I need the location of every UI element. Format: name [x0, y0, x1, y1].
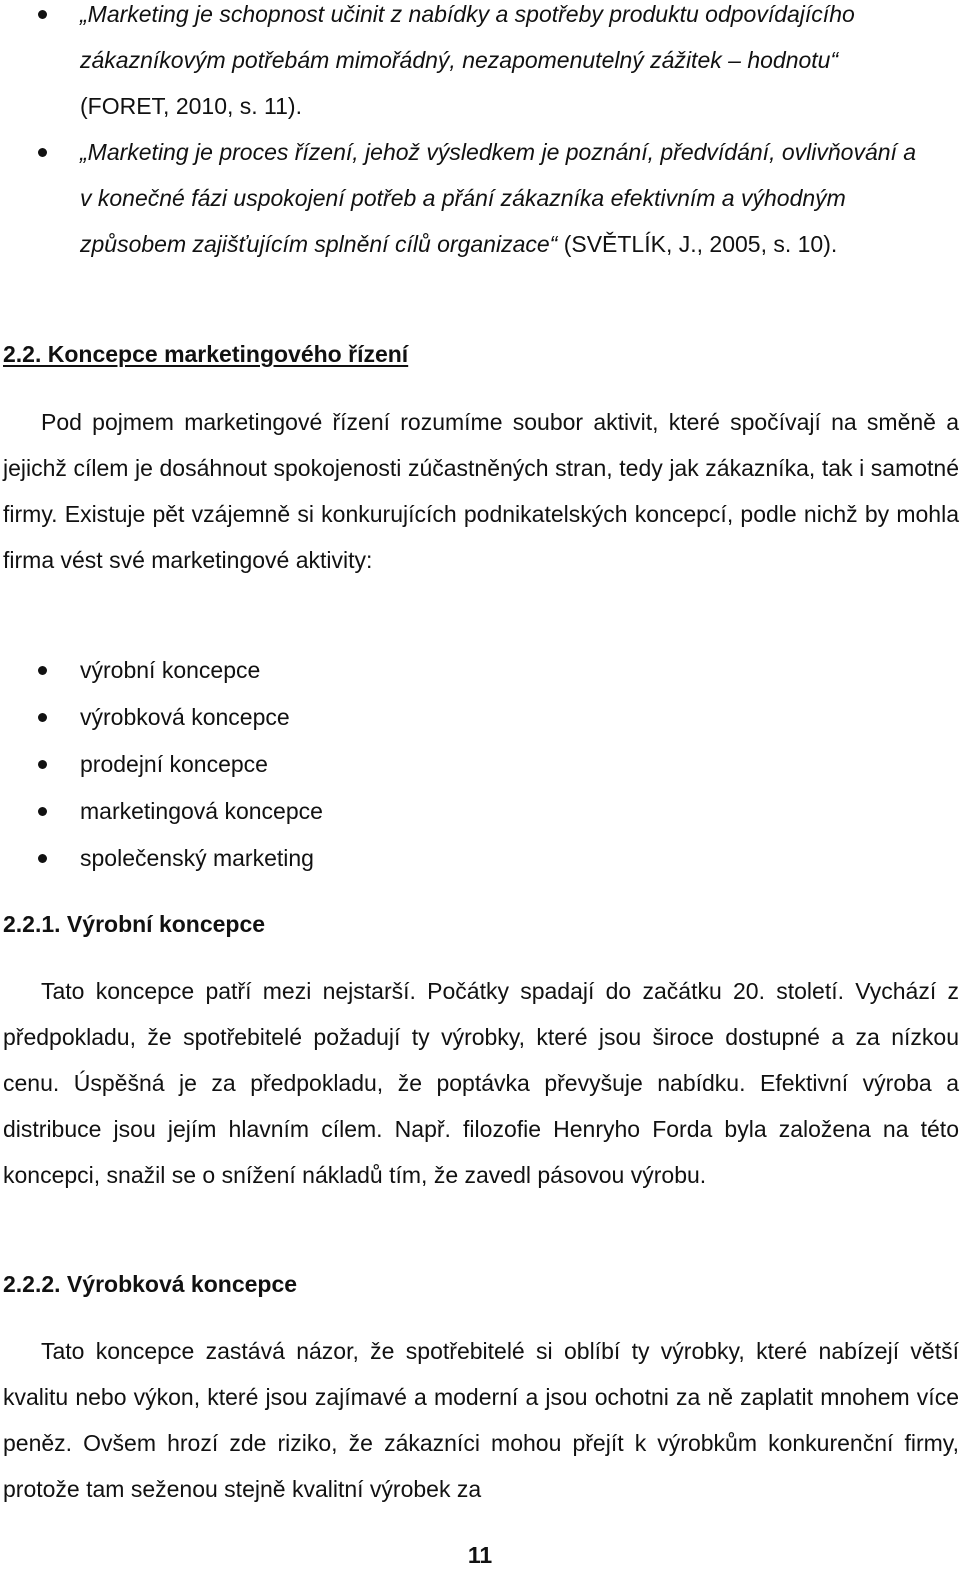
concept-label: marketingová koncepce: [80, 798, 323, 824]
quote-list: [0, 0, 960, 267]
section-paragraph: Pod pojmem marketingové řízení rozumíme soubor aktivit, které spočívají na směně a jejichž cílem je dosáhnout spokojenosti zúčastněných stran, tedy jak zákazníka, tak i samotné firmy. Existuje pět vzájemně si konkurujících podnikatelských koncepcí, podle nichž by mohla firma vést své marketingové aktivity:: [3, 409, 959, 573]
page-number: 11: [467, 1542, 493, 1568]
quote-text: „Marketing je proces řízení, jehož výsledkem je poznání, předvídání, ovlivňování a v konečné fázi uspokojení potřeb a přání zákazníka efektivním a výhodným způsobem zajišťujícím splnění cílů organizace“: [80, 139, 917, 257]
bullet-icon: [38, 854, 47, 863]
subsection-heading: 2.2.2. Výrobková koncepce: [3, 1271, 298, 1297]
concept-list: [0, 647, 960, 882]
bullet-icon: [38, 10, 47, 19]
quote-citation: (FORET, 2010, s. 11).: [80, 93, 302, 119]
quote-text: „Marketing je schopnost učinit z nabídky a spotřeby produktu odpovídajícího zákazníkovým potřebám mimořádný, nezapomenutelný zážitek – hodnotu“: [80, 1, 855, 73]
section-heading: 2.2. Koncepce marketingového řízení: [3, 341, 409, 367]
quote-item: [0, 129, 960, 267]
concept-item: [0, 694, 960, 741]
quote-citation: (SVĚTLÍK, J., 2005, s. 10).: [557, 231, 838, 257]
subsection-heading: 2.2.1. Výrobní koncepce: [3, 911, 266, 937]
bullet-icon: [38, 148, 47, 157]
subsection-paragraph: Tato koncepce patří mezi nejstarší. Počátky spadají do začátku 20. století. Vychází z předpokladu, že spotřebitelé požadují ty výrobky, které jsou široce dostupné a za nízkou cenu. Úspěšná je za předpokladu, že poptávka převyšuje nabídku. Efektivní výroba a distribuce jsou jejím hlavním cílem. Např. filozofie Henryho Forda byla založena na této koncepci, snažil se o snížení nákladů tím, že zavedl pásovou výrobu.: [3, 978, 959, 1188]
concept-item: [0, 788, 960, 835]
concept-item: [0, 647, 960, 694]
subsection-paragraph: Tato koncepce zastává názor, že spotřebitelé si oblíbí ty výrobky, které nabízejí větší kvalitu nebo výkon, které jsou zajímavé a moderní a jsou ochotni za ně zaplatit mnohem více peněz. Ovšem hrozí zde riziko, že zákazníci mohou přejít k výrobkům konkurenční firmy, protože tam seženou stejně kvalitní výrobek za: [3, 1338, 959, 1502]
bullet-icon: [38, 807, 47, 816]
concept-label: společenský marketing: [80, 845, 314, 871]
concept-label: výrobní koncepce: [80, 657, 261, 683]
concept-label: výrobková koncepce: [80, 704, 290, 730]
bullet-icon: [38, 666, 47, 675]
bullet-icon: [38, 760, 47, 769]
concept-item: [0, 835, 960, 882]
concept-label: prodejní koncepce: [80, 751, 268, 777]
bullet-icon: [38, 713, 47, 722]
quote-item: [0, 0, 960, 129]
concept-item: [0, 741, 960, 788]
